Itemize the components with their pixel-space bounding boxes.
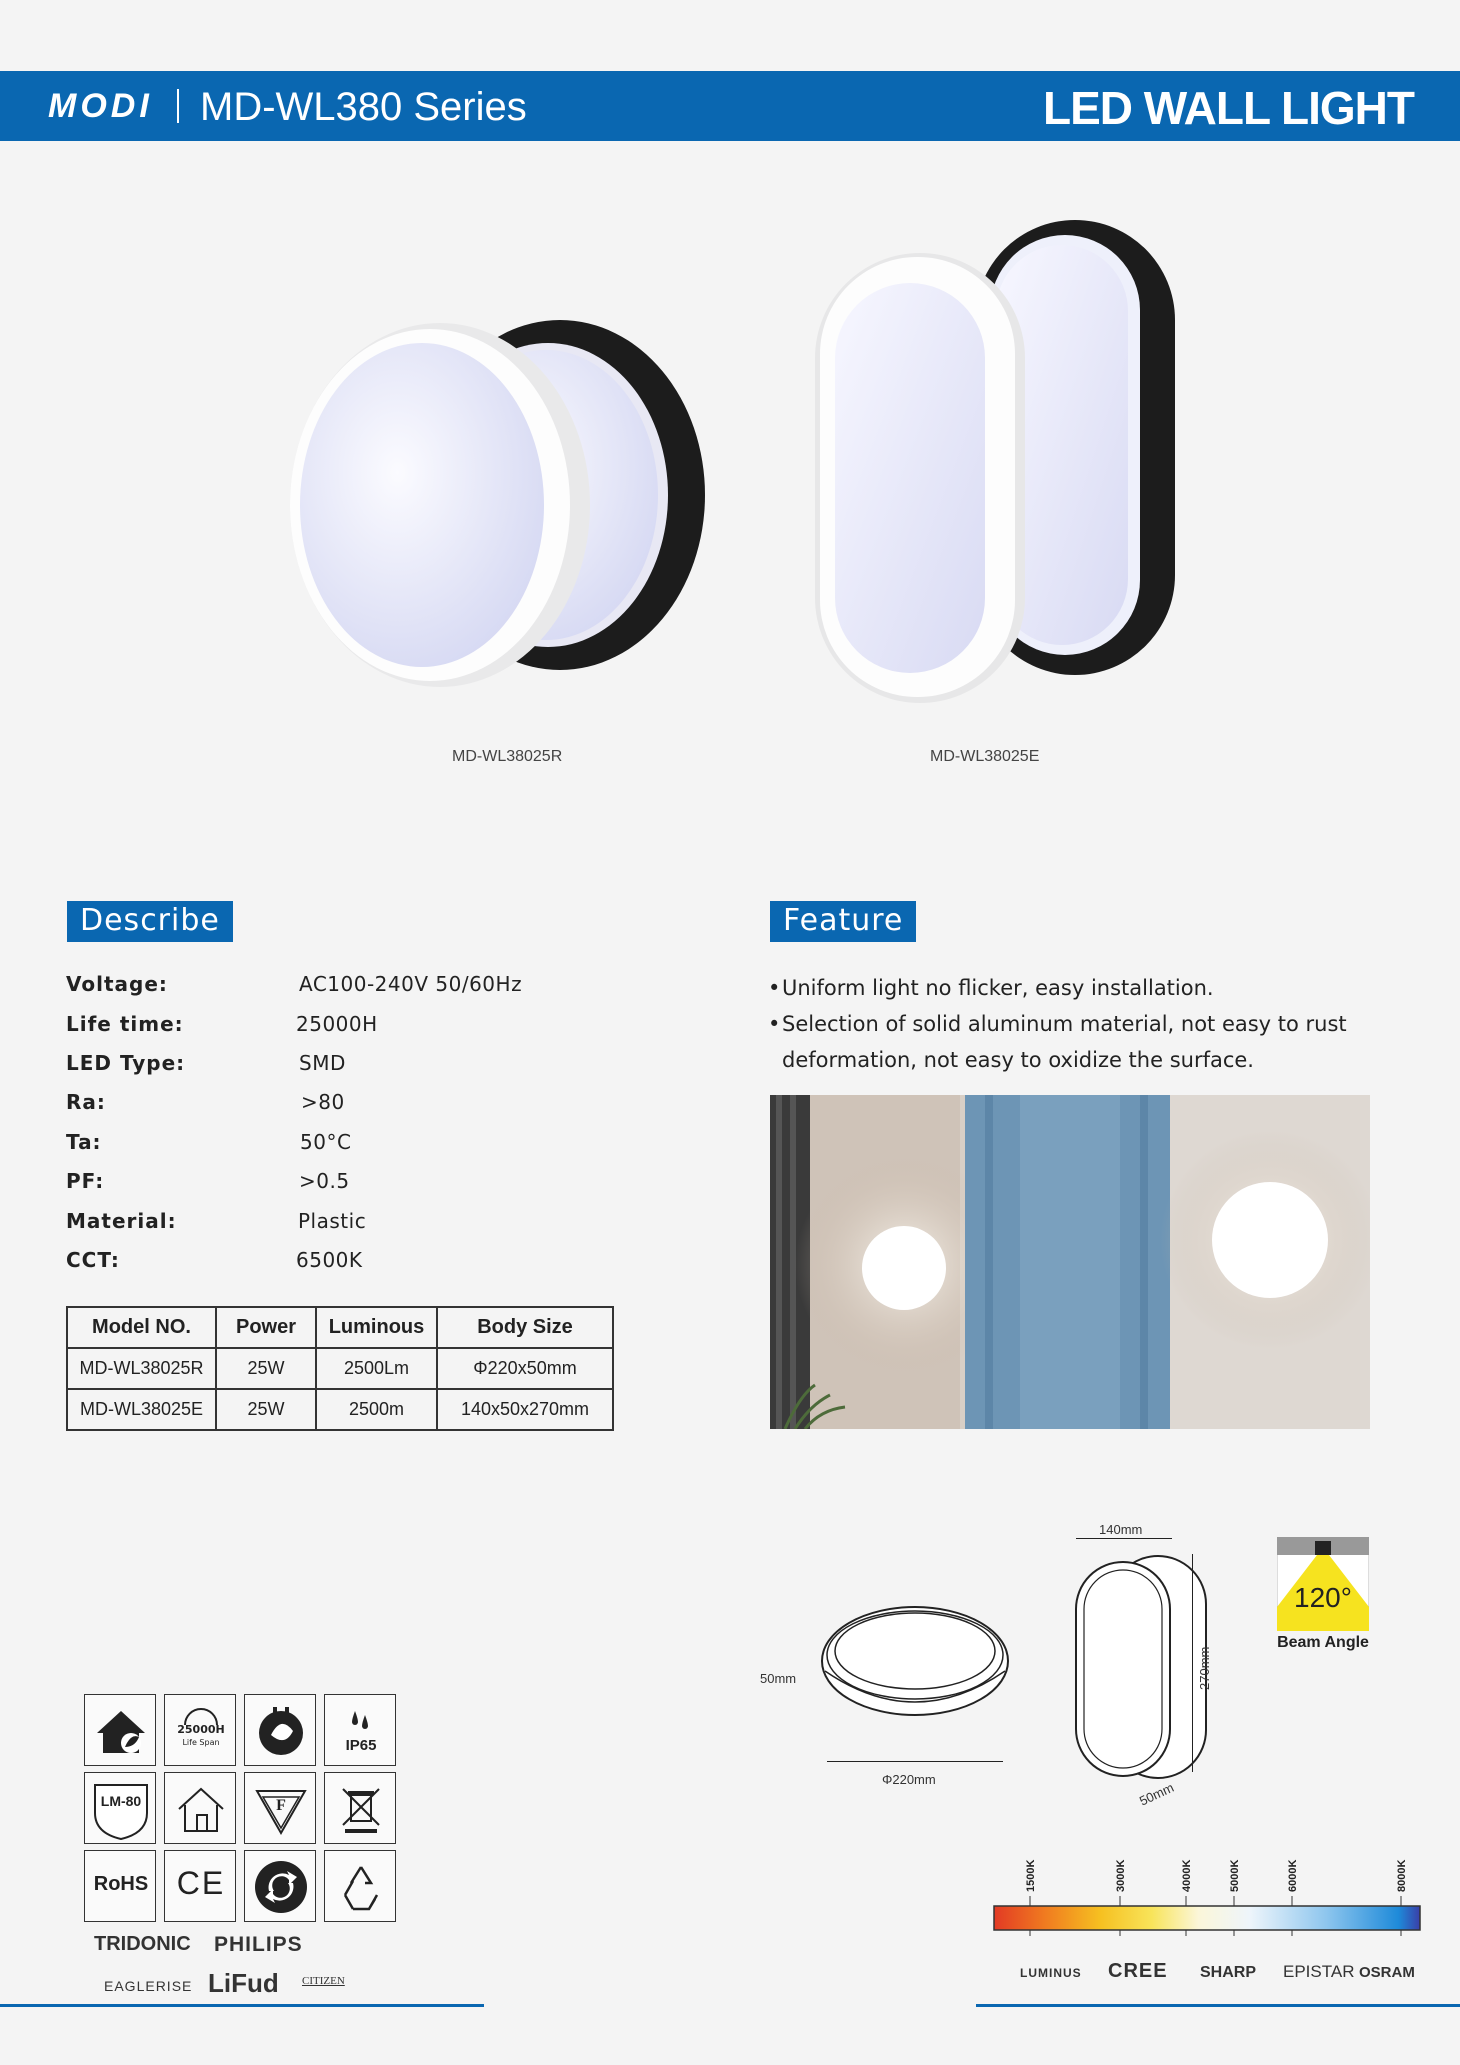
table-header: Power: [216, 1307, 316, 1348]
luminus-logo: LUMINUS: [1020, 1966, 1082, 1980]
product-caption-oval: MD-WL38025E: [930, 748, 1040, 765]
rohs-icon: [84, 1850, 156, 1922]
oval-dimension-drawing: [1070, 1548, 1210, 1788]
feature-item: • Uniform light no flicker, easy installation.: [768, 970, 1368, 1006]
product-image-round: [290, 300, 730, 720]
life-span-value: 25000H: [177, 1723, 225, 1736]
ce-mark-icon: [164, 1850, 236, 1922]
table-cell: 25W: [216, 1348, 316, 1389]
spec-label: Material:: [66, 1209, 177, 1233]
category-title: LED WALL LIGHT: [1042, 82, 1414, 134]
oval-width-line: [1076, 1538, 1172, 1539]
lifud-logo: LiFud: [208, 1968, 279, 1998]
eaglerise-logo: EAGLERISE: [104, 1978, 193, 1994]
round-diameter-line: [827, 1761, 1003, 1762]
header-bar: [0, 71, 1460, 141]
beam-angle-value: 120°: [1294, 1582, 1352, 1613]
table-header: Body Size: [437, 1307, 613, 1348]
table-cell: MD-WL38025E: [67, 1389, 216, 1430]
spec-value: 25000H: [296, 1012, 378, 1036]
cct-tick-label: 8000K: [1396, 1859, 1408, 1892]
spec-value: AC100-240V 50/60Hz: [299, 972, 523, 996]
f-mark-icon: [244, 1772, 316, 1844]
oval-width-label: 140mm: [1099, 1522, 1143, 1537]
lm80-label: LM-80: [100, 1793, 142, 1809]
cct-gradient-bar: [992, 1896, 1422, 1936]
ip-rating-icon: [324, 1694, 396, 1766]
spec-label: Ra:: [66, 1090, 106, 1114]
home-outline-icon: [164, 1772, 236, 1844]
table-header: Luminous: [316, 1307, 437, 1348]
round-dimension-drawing: [815, 1595, 1025, 1755]
round-height-label: 50mm: [760, 1671, 797, 1686]
green-energy-icon: [244, 1850, 316, 1922]
brand-logo: MODI: [48, 87, 153, 125]
indoor-use-icon: [84, 1694, 156, 1766]
table-cell: 140x50x270mm: [437, 1389, 613, 1430]
osram-logo: OSRAM: [1359, 1964, 1415, 1981]
citizen-logo: CITIZEN: [302, 1975, 345, 1987]
product-caption-round: MD-WL38025R: [452, 748, 563, 765]
table-header-row: [67, 1307, 613, 1348]
sharp-logo: SHARP: [1200, 1964, 1257, 1981]
spec-label: LED Type:: [66, 1051, 186, 1075]
cct-tick-label: 3000K: [1115, 1859, 1127, 1892]
ip-rating-label: IP65: [345, 1737, 377, 1754]
spec-value: 50°C: [300, 1130, 352, 1154]
spec-value: SMD: [299, 1051, 346, 1075]
life-span-label: Life Span: [182, 1738, 220, 1747]
table-header: Model NO.: [67, 1307, 216, 1348]
spec-label: Voltage:: [66, 972, 168, 996]
table-cell: 25W: [216, 1389, 316, 1430]
life-span-icon: [164, 1694, 236, 1766]
bottom-rule-right: [976, 2004, 1460, 2007]
table-row: [67, 1348, 613, 1389]
rohs-label: RoHS: [93, 1873, 149, 1895]
f-mark-label: F: [276, 1797, 286, 1814]
lm80-icon: [84, 1772, 156, 1844]
spec-value: 6500K: [296, 1248, 363, 1272]
oval-height-line: [1192, 1554, 1193, 1772]
cct-tick-label: 4000K: [1181, 1859, 1193, 1892]
installation-scene-image: [770, 1095, 1370, 1429]
philips-logo: PHILIPS: [214, 1933, 303, 1956]
bottom-rule-left: [0, 2004, 484, 2007]
cct-tick-label: 6000K: [1287, 1859, 1299, 1892]
oval-depth-label: 50mm: [1137, 1779, 1177, 1809]
product-image-oval: [810, 215, 1180, 715]
table-cell: Φ220x50mm: [437, 1348, 613, 1389]
table-cell: 2500m: [316, 1389, 437, 1430]
spec-label: Life time:: [66, 1012, 184, 1036]
weee-bin-icon: [324, 1772, 396, 1844]
header-divider: [177, 89, 179, 123]
table-row: [67, 1389, 613, 1430]
round-diameter-label: Φ220mm: [882, 1772, 936, 1787]
feature-title: Feature: [770, 901, 916, 942]
series-title: MD-WL380 Series: [200, 85, 527, 129]
spec-value: >80: [301, 1090, 345, 1114]
beam-angle-label: Beam Angle: [1277, 1634, 1369, 1651]
oval-height-label: 270mm: [1197, 1646, 1212, 1690]
spec-label: CCT:: [66, 1248, 120, 1272]
feature-item: • Selection of solid aluminum material, not easy to rust deformation, not easy to oxidize the surface.: [768, 1006, 1368, 1078]
feature-list: [768, 970, 1368, 1078]
spec-label: Ta:: [66, 1130, 102, 1154]
tridonic-logo: TRIDONIC: [94, 1933, 191, 1955]
plug-icon: [244, 1694, 316, 1766]
recycle-icon: [324, 1850, 396, 1922]
describe-title: Describe: [67, 901, 233, 942]
cct-tick-label: 5000K: [1229, 1859, 1241, 1892]
cct-tick-label: 1500K: [1025, 1859, 1037, 1892]
model-table: [66, 1306, 614, 1431]
spec-value: >0.5: [299, 1169, 350, 1193]
cree-logo: CREE: [1108, 1960, 1168, 1982]
ce-label: CE: [176, 1865, 226, 1901]
epistar-logo: EPISTAR: [1283, 1962, 1355, 1981]
spec-value: Plastic: [298, 1209, 367, 1233]
table-cell: MD-WL38025R: [67, 1348, 216, 1389]
spec-label: PF:: [66, 1169, 105, 1193]
table-cell: 2500Lm: [316, 1348, 437, 1389]
